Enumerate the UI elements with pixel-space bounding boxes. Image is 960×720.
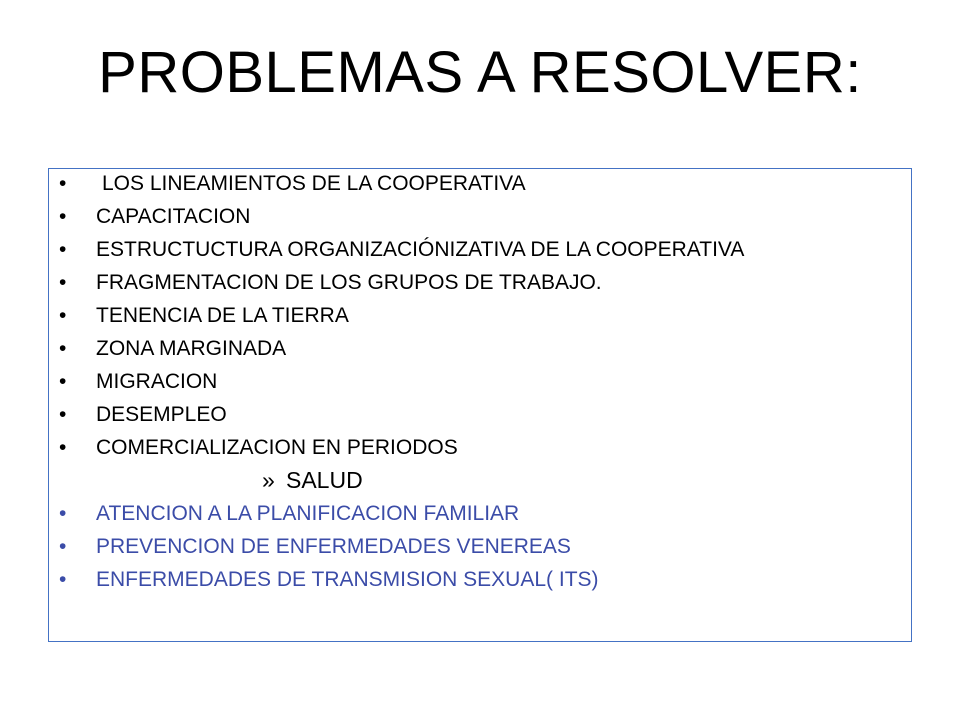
list-item	[59, 338, 756, 359]
list-item-text: LOS LINEAMIENTOS DE LA COOPERATIVA	[102, 172, 526, 195]
bullet-list	[59, 173, 904, 602]
bullet-icon: •	[59, 535, 67, 558]
list-item	[59, 503, 756, 524]
bullet-icon: •	[59, 436, 67, 459]
list-item	[59, 404, 756, 425]
list-item	[59, 569, 896, 590]
bullet-icon: •	[59, 238, 67, 261]
list-item-text: ZONA MARGINADA	[96, 337, 287, 360]
list-item-text: TENENCIA DE LA TIERRA	[96, 304, 349, 327]
list-item	[59, 305, 756, 326]
health-subheading	[59, 468, 904, 493]
list-item	[59, 239, 756, 260]
slide-title: PROBLEMAS A RESOLVER:	[98, 40, 862, 105]
list-item-text: ENFERMEDADES DE TRANSMISION SEXUAL( ITS)	[96, 568, 599, 591]
list-item-text: FRAGMENTACION DE LOS GRUPOS DE TRABAJO.	[96, 271, 602, 294]
list-item-text: DESEMPLEO	[96, 403, 227, 426]
list-item	[59, 371, 756, 392]
bullet-icon: •	[59, 271, 67, 294]
bullet-icon: •	[59, 502, 67, 525]
bullet-icon: •	[59, 370, 67, 393]
list-item-text: ESTRUCTUCTURA ORGANIZACIÓNIZATIVA DE LA COOPERATIVA	[96, 238, 745, 261]
list-item-text: COMERCIALIZACION EN PERIODOS	[96, 436, 458, 459]
list-item	[59, 173, 756, 194]
bullet-icon: •	[59, 172, 67, 195]
list-item	[59, 272, 896, 293]
bullet-icon: •	[59, 568, 67, 591]
list-item	[59, 536, 756, 557]
bullet-icon: •	[59, 304, 67, 327]
list-item-text: MIGRACION	[96, 370, 218, 393]
list-item	[59, 437, 756, 458]
bullet-icon: •	[59, 337, 67, 360]
list-item-text: PREVENCION DE ENFERMEDADES VENEREAS	[96, 535, 571, 558]
list-item-text: ATENCION A LA PLANIFICACION FAMILIAR	[96, 502, 520, 525]
list-item-text: CAPACITACION	[96, 205, 251, 228]
chevron-right-icon: »	[262, 467, 275, 493]
list-item	[59, 206, 756, 227]
bullet-icon: •	[59, 403, 67, 426]
health-subheading-text: SALUD	[286, 467, 363, 493]
content-box	[48, 168, 912, 642]
bullet-icon: •	[59, 205, 67, 228]
